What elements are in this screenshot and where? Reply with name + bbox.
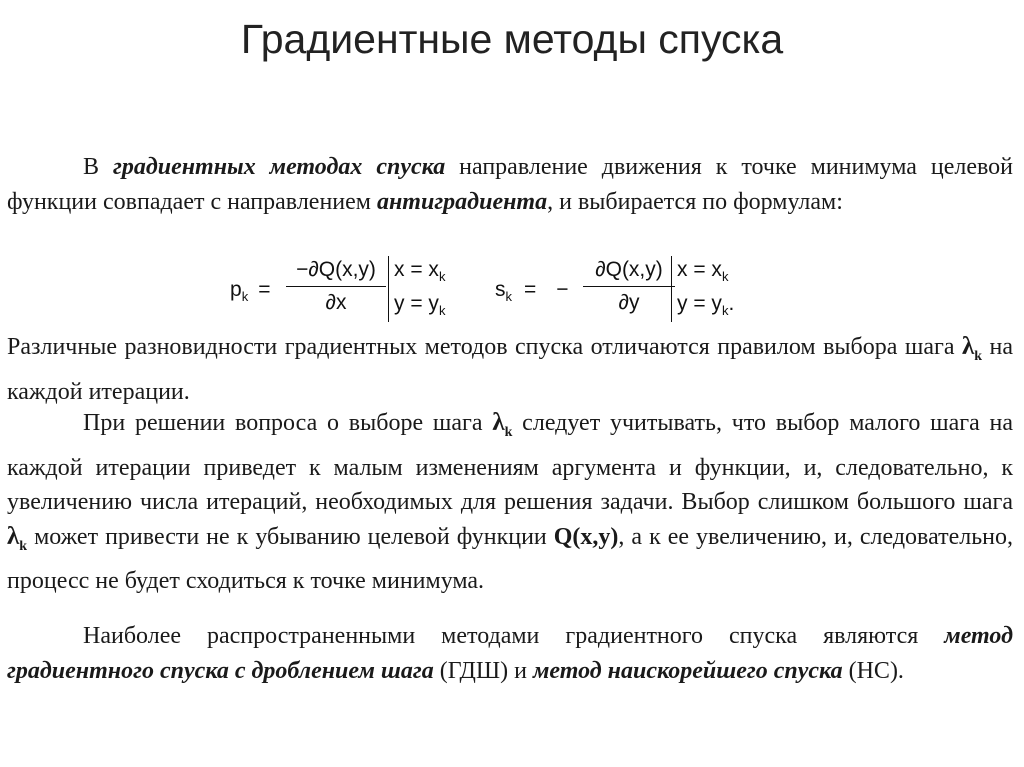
p-cond-x-sub: k [438,269,446,285]
term-antigradient: антиградиента [376,188,548,215]
term-gradient-methods: градиентных методах спуска [112,154,446,180]
p-cond-x-text: x = x [394,258,439,281]
s-minus: − [556,278,569,301]
p-minus: − [296,258,309,281]
s-equals: = [524,278,537,301]
paragraph-intro [7,150,1013,219]
methods-abbr2: (НС). [842,657,904,684]
s-symbol: s [495,278,506,301]
s-denominator-var: y [628,291,640,314]
method-steepest-descent: метод наискорейшего спуска [532,657,843,684]
formula-s-eval-bar [671,256,672,322]
formula-p [230,254,470,326]
s-cond-x-text: x = x [677,258,722,281]
method-step-splitting: метод градиентного спуска с дроблением шага [7,623,1013,684]
lambda-symbol [7,522,28,554]
step-choice-part4: , а к ее увеличению, и, следовательно, процесс не будет сходиться к точке минимума. [7,523,1014,594]
paragraph-step-choice [7,406,1013,599]
formula-s-denominator [583,287,675,319]
p-subscript: k [241,289,249,305]
formula-p-eval-bar [388,256,389,322]
paragraph-methods [7,619,1013,688]
formula-s-numerator [583,254,675,286]
formula-p-denominator [286,287,386,319]
s-cond-y-sub: k [721,303,729,319]
paragraph-varieties-end: на каждой итерации. [7,334,1014,405]
p-condition-y [394,288,445,322]
s-condition-x [677,254,734,288]
formula-s-lhs [495,278,569,304]
s-partial-num: ∂ [595,258,606,281]
formula-s [495,254,765,326]
s-condition-y [677,288,734,322]
s-partial-den: ∂ [618,291,629,314]
step-choice-part3: может привести не к убыванию целевой функции [27,523,554,550]
lambda-symbol [492,409,513,440]
s-numerator-func: Q(x,y) [605,258,663,281]
formula-s-conditions [677,254,734,322]
paragraph-varieties-text: Различные разновидности градиентных методов спуска отличаются правилом выбора шага [7,334,962,360]
paragraph-intro-end: , и выбирается по формулам: [547,188,843,215]
s-cond-y-text: y = y [677,292,722,315]
p-partial-den: ∂ [325,291,336,314]
p-cond-y-sub: k [438,303,446,319]
paragraph-varieties [7,330,1013,409]
step-choice-part1: При решении вопроса о выборе шага [83,410,493,436]
s-cond-x-sub: k [721,269,729,285]
p-equals: = [258,278,271,301]
lambda-sub: k [504,425,513,440]
formula-p-lhs [230,278,270,304]
p-numerator-func: Q(x,y) [318,258,376,281]
methods-abbr1: (ГДШ) и [433,657,533,684]
s-end-dot: . [728,292,735,315]
lambda-char: λ [7,522,20,550]
lambda-symbol [961,333,983,364]
paragraph-intro-start: В [83,154,113,180]
formula-p-conditions [394,254,445,322]
p-symbol: p [230,278,242,301]
step-choice-part2: следует учитывать, что выбор малого шага на каждой итерации приведет к малым изменениям аргумента и функции, и, следовательно, к увеличению числа итераций, необходимых для решения задачи. Выбор слишком большого шага [7,410,1014,515]
formula-p-fraction [286,254,386,319]
methods-part1: Наиболее распространенными методами градиентного спуска являются [83,623,945,649]
p-condition-x [394,254,445,288]
slide-title: Градиентные методы спуска [240,16,784,62]
p-denominator-var: x [335,291,347,314]
objective-function: Q(x,y) [553,523,619,550]
formula-s-fraction [583,254,675,319]
lambda-char: λ [492,409,505,436]
p-cond-y-text: y = y [394,292,439,315]
lambda-char: λ [961,333,975,360]
lambda-sub: k [974,349,983,364]
formula-p-numerator [286,254,386,286]
paragraph-intro-middle: направление движения к точке минимума целевой функции совпадает с направлением [7,154,1014,215]
p-partial-num: ∂ [308,258,319,281]
lambda-sub: k [19,538,28,554]
s-subscript: k [505,289,512,305]
